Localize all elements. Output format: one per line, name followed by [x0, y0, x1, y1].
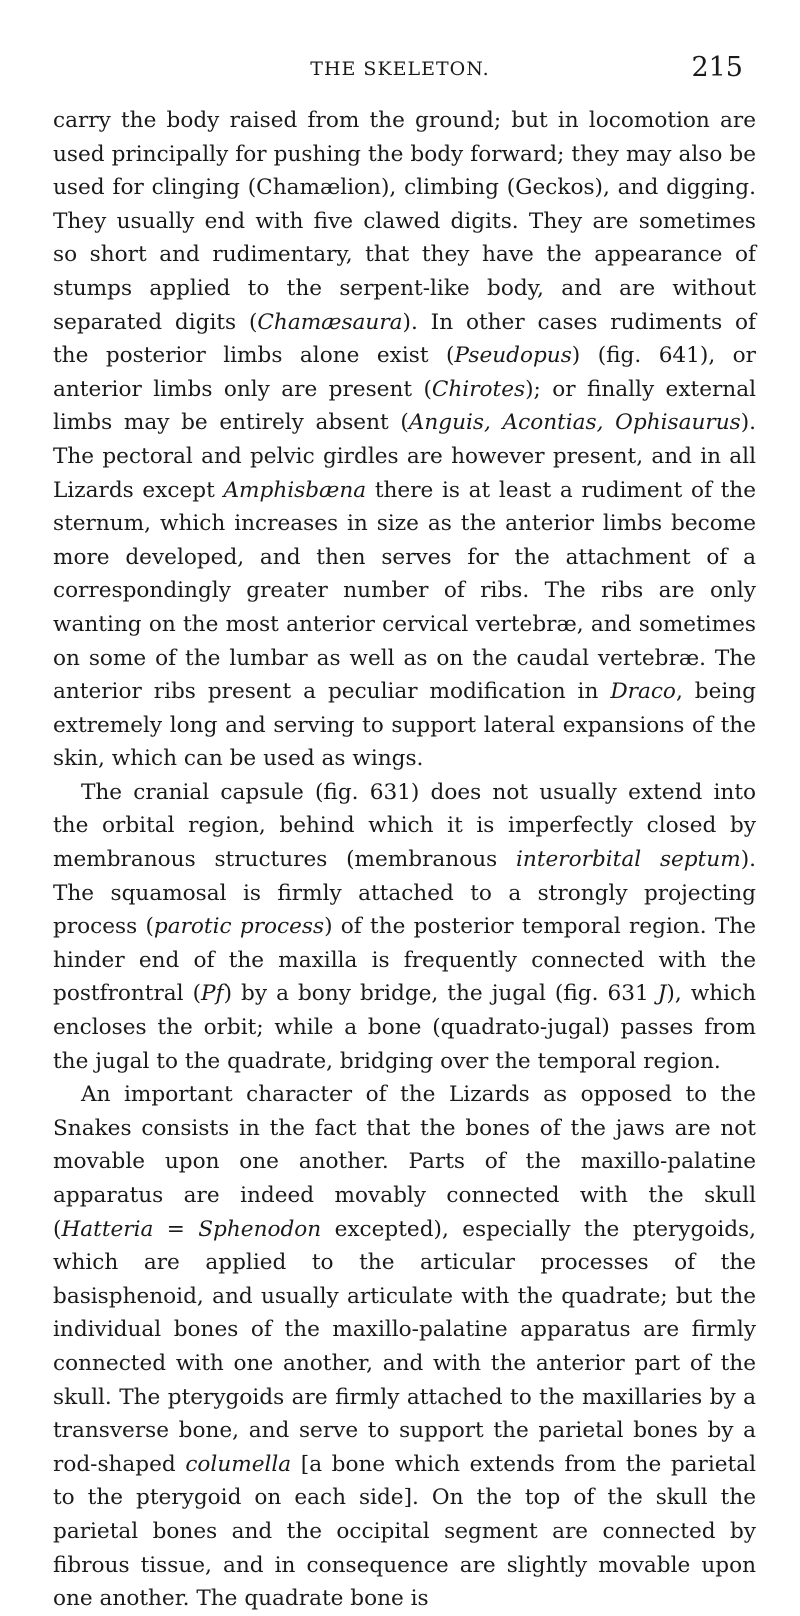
text-run: ); or finally external limbs may be entirely absent (	[53, 376, 756, 436]
italic-term: Pf	[201, 981, 224, 1007]
text-run: ). The squamosal is firmly attached to a strongly projecting process (	[53, 847, 756, 940]
italic-term: Anguis, Acontias, Ophisaurus	[408, 410, 741, 436]
page-header	[0, 52, 800, 92]
italic-term: parotic process	[153, 914, 325, 940]
page-number: 215	[691, 52, 743, 83]
italic-term: columella	[185, 1451, 292, 1477]
italic-term: Sphenodon	[198, 1216, 322, 1242]
paragraph	[53, 776, 756, 1078]
text-run: ). In other cases rudiments of the posterior limbs alone exist (	[53, 309, 756, 369]
running-head: THE SKELETON.	[310, 58, 490, 80]
text-run: ). The pectoral and pelvic girdles are however present, and in all Lizards except	[53, 410, 756, 503]
text-run: , being extremely long and serving to support lateral expansions of the skin, which can be used as wings.	[53, 679, 756, 772]
text-run: there is at least a rudiment of the sternum, which increases in size as the anterior limbs become more developed, and then serves for the attachment of a correspondingly greater number of ribs. The ribs are only wanting on the most anterior cervical vertebræ, and sometimes on some of the lumbar as well as on the caudal vertebræ. The anterior ribs present a peculiar modification in	[53, 477, 756, 705]
text-run: carry the body raised from the ground; but in locomotion are used principally for pushing the body forward; they may also be used for clinging (Chamælion), climbing (Geckos), and digging. They usually end with five clawed digits. They are sometimes so short and rudimentary, that they have the appearance of stumps applied to the serpent-like body, and are without separated digits (	[53, 108, 756, 335]
text-run: ) (fig. 641), or anterior limbs only are present (	[53, 343, 757, 402]
text-run: ) of the posterior temporal region. The hinder end of the maxilla is frequently connected with the postfrontral (	[53, 914, 756, 1007]
italic-term: Pseudopus	[454, 343, 572, 369]
italic-term: Amphisbæna	[223, 477, 367, 503]
italic-term: Chirotes	[431, 376, 526, 402]
italic-term: Chamæsaura	[257, 309, 403, 335]
text-run: An important character of the Lizards as opposed to the Snakes consists in the fact that the bones of the jaws are not movable upon one another. Parts of the maxillo-palatine apparatus are indeed movably connected with the skull (	[53, 1082, 756, 1242]
text-run: ), which encloses the orbit; while a bone (quadrato-jugal) passes from the jugal to the quadrate, bridging over the temporal region.	[53, 981, 757, 1074]
text-run: =	[153, 1216, 199, 1242]
text-run: [a bone which extends from the parietal to the pterygoid on each side]. On the top of the skull the parietal bones and the occipital segment are connected by fibrous tissue, and in consequence are slightly movable upon one another. The quadrate bone is	[53, 1451, 756, 1612]
body-text	[53, 104, 756, 1616]
italic-term: J	[657, 981, 667, 1007]
italic-term: interorbital septum	[516, 847, 741, 873]
paragraph	[53, 1078, 756, 1616]
text-run: excepted), especially the pterygoids, which are applied to the articular processes of the basisphenoid, and usually articulate with the quadrate; but the individual bones of the maxillo-palatine apparatus are firmly connected with one another, and with the anterior part of the skull. The pterygoids are firmly attached to the maxillaries by a transverse bone, and serve to support the parietal bones by a rod-shaped	[53, 1216, 756, 1477]
paragraph	[53, 104, 756, 776]
text-run: The cranial capsule (fig. 631) does not usually extend into the orbital region, behind which it is imperfectly closed by membranous structures (membranous	[53, 779, 756, 873]
text-run: ) by a bony bridge, the jugal (fig. 631	[223, 981, 658, 1007]
italic-term: Hatteria	[61, 1216, 154, 1242]
italic-term: Draco	[610, 679, 676, 705]
